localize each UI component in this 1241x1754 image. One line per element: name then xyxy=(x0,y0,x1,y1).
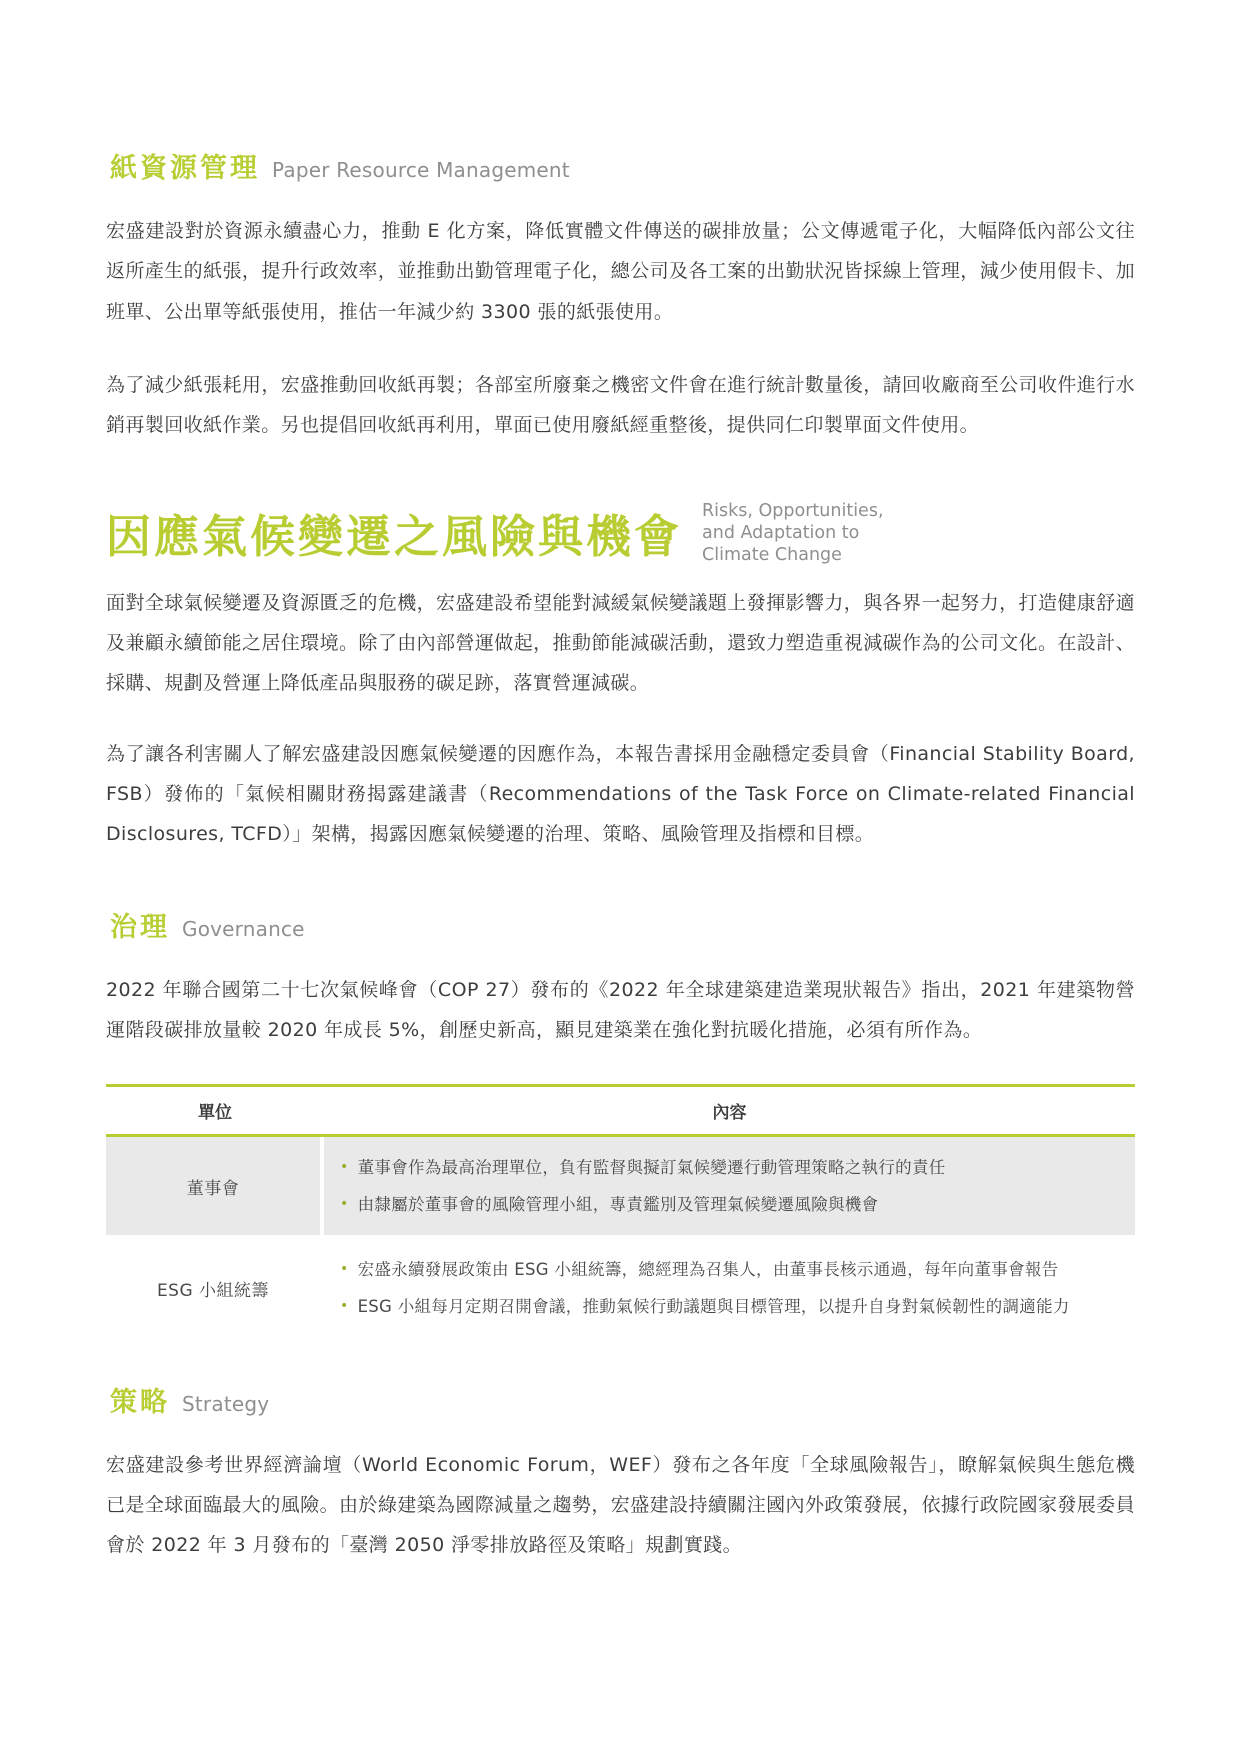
strategy-section-heading xyxy=(110,1380,1135,1419)
climate-title-en-line-2: and Adaptation to xyxy=(702,523,860,544)
paper-resource-paragraph-1: 宏盛建設對於資源永續盡心力，推動 E 化方案，降低實體文件傳送的碳排放量；公文傳遞電子化，大幅降低內部公文往返所產生的紙張，提升行政效率，並推動出勤管理電子化，總公司及各工案的出勤狀況皆採線上管理，減少使用假卡、加班單、公出單等紙張使用，推估一年減少約 3300 張的紙張使用。 xyxy=(106,220,1135,323)
table-cell-content xyxy=(324,1239,1135,1337)
climate-chapter-heading xyxy=(106,497,1135,567)
table-bullet-item xyxy=(338,1186,1127,1223)
climate-paragraph-1: 面對全球氣候變遷及資源匱乏的危機，宏盛建設希望能對減緩氣候變議題上發揮影響力，與各界一起努力，打造健康舒適及兼顧永續節能之居住環境。除了由內部營運做起，推動節能減碳活動，還致力塑造重視減碳作為的公司文化。在設計、採購、規劃及營運上降低產品與服務的碳足跡，落實營運減碳。 xyxy=(106,591,1135,695)
climate-title-en-line-3: Climate Change xyxy=(702,545,842,566)
table-header-unit: 單位 xyxy=(198,1103,232,1124)
bullet-dot-icon: • xyxy=(340,1159,349,1176)
paper-resource-paragraph-2: 為了減少紙張耗用，宏盛推動回收紙再製；各部室所廢棄之機密文件會在進行統計數量後，請回收廠商至公司收件進行水銷再製回收紙作業。另也提倡回收紙再利用，單面已使用廢紙經重整後，提供同仁印製單面文件使用。 xyxy=(106,373,1135,437)
governance-title-en: Governance xyxy=(182,916,305,941)
climate-chapter-title-zh: 因應氣候變遷之風險與機會 xyxy=(106,509,683,563)
bullet-text: 由隸屬於董事會的風險管理小組，專責鑑別及管理氣候變遷風險與機會 xyxy=(357,1195,879,1215)
bullet-text: ESG 小組每月定期召開會議，推動氣候行動議題與目標管理，以提升自身對氣候韌性的調適能力 xyxy=(357,1297,1070,1317)
bullet-dot-icon: • xyxy=(340,1298,349,1315)
paper-resource-title-zh: 紙資源管理 xyxy=(110,153,260,184)
paper-resource-title-en: Paper Resource Management xyxy=(272,158,570,182)
table-header-content: 內容 xyxy=(712,1103,747,1124)
governance-section-heading xyxy=(110,905,1135,944)
table-bullet-item xyxy=(338,1288,1127,1325)
table-row xyxy=(106,1137,1135,1235)
table-cell-unit: ESG 小組統籌 xyxy=(156,1280,270,1301)
table-cell-unit: 董事會 xyxy=(106,1137,320,1235)
governance-title-zh: 治理 xyxy=(110,911,170,943)
table-cell-content xyxy=(324,1137,1135,1235)
bullet-text: 董事會作為最高治理單位，負有監督與擬訂氣候變遷行動管理策略之執行的責任 xyxy=(357,1158,946,1178)
bullet-dot-icon: • xyxy=(340,1196,349,1213)
bullet-dot-icon: • xyxy=(340,1261,349,1278)
table-row xyxy=(106,1239,1135,1337)
table-bullet-item xyxy=(338,1149,1127,1186)
governance-table-header-row xyxy=(106,1087,1135,1137)
strategy-paragraph: 宏盛建設參考世界經濟論壇（World Economic Forum，WEF）發布之各年度「全球風險報告」，瞭解氣候與生態危機已是全球面臨最大的風險。由於綠建築為國際減量之趨勢，宏盛建設持續關注國內外政策發展，依據行政院國家發展委員會於 2022 年 3 月發布的「臺灣 2050 淨零排放路徑及策略」規劃實踐。 xyxy=(106,1453,1135,1557)
governance-paragraph: 2022 年聯合國第二十七次氣候峰會（COP 27）發布的《2022 年全球建築建造業現狀報告》指出，2021 年建築物營運階段碳排放量較 2020 年成長 5%，創歷史新高，顯見建築業在強化對抗暖化措施，必須有所作為。 xyxy=(106,978,1135,1041)
paper-resource-section-heading xyxy=(110,146,1135,185)
governance-table xyxy=(106,1084,1135,1338)
climate-paragraph-2: 為了讓各利害關人了解宏盛建設因應氣候變遷的因應作為，本報告書採用金融穩定委員會（Financial Stability Board, FSB）發佈的「氣候相關財務揭露建議書（Recommendations of the Task Force on Climate-related Financial Disclosures, TCFD）」架構，揭露因應氣候變遷的治理、策略、風險管理及指標和目標。 xyxy=(106,742,1135,846)
bullet-text: 宏盛永續發展政策由 ESG 小組統籌，總經理為召集人，由董事長核示通過，每年向董事會報告 xyxy=(357,1260,1059,1280)
climate-title-en-line-1: Risks, Opportunities, xyxy=(702,501,884,522)
table-bullet-item xyxy=(338,1251,1127,1288)
strategy-title-zh: 策略 xyxy=(110,1386,170,1418)
climate-chapter-title-en xyxy=(702,497,884,567)
strategy-title-en: Strategy xyxy=(182,1391,270,1416)
